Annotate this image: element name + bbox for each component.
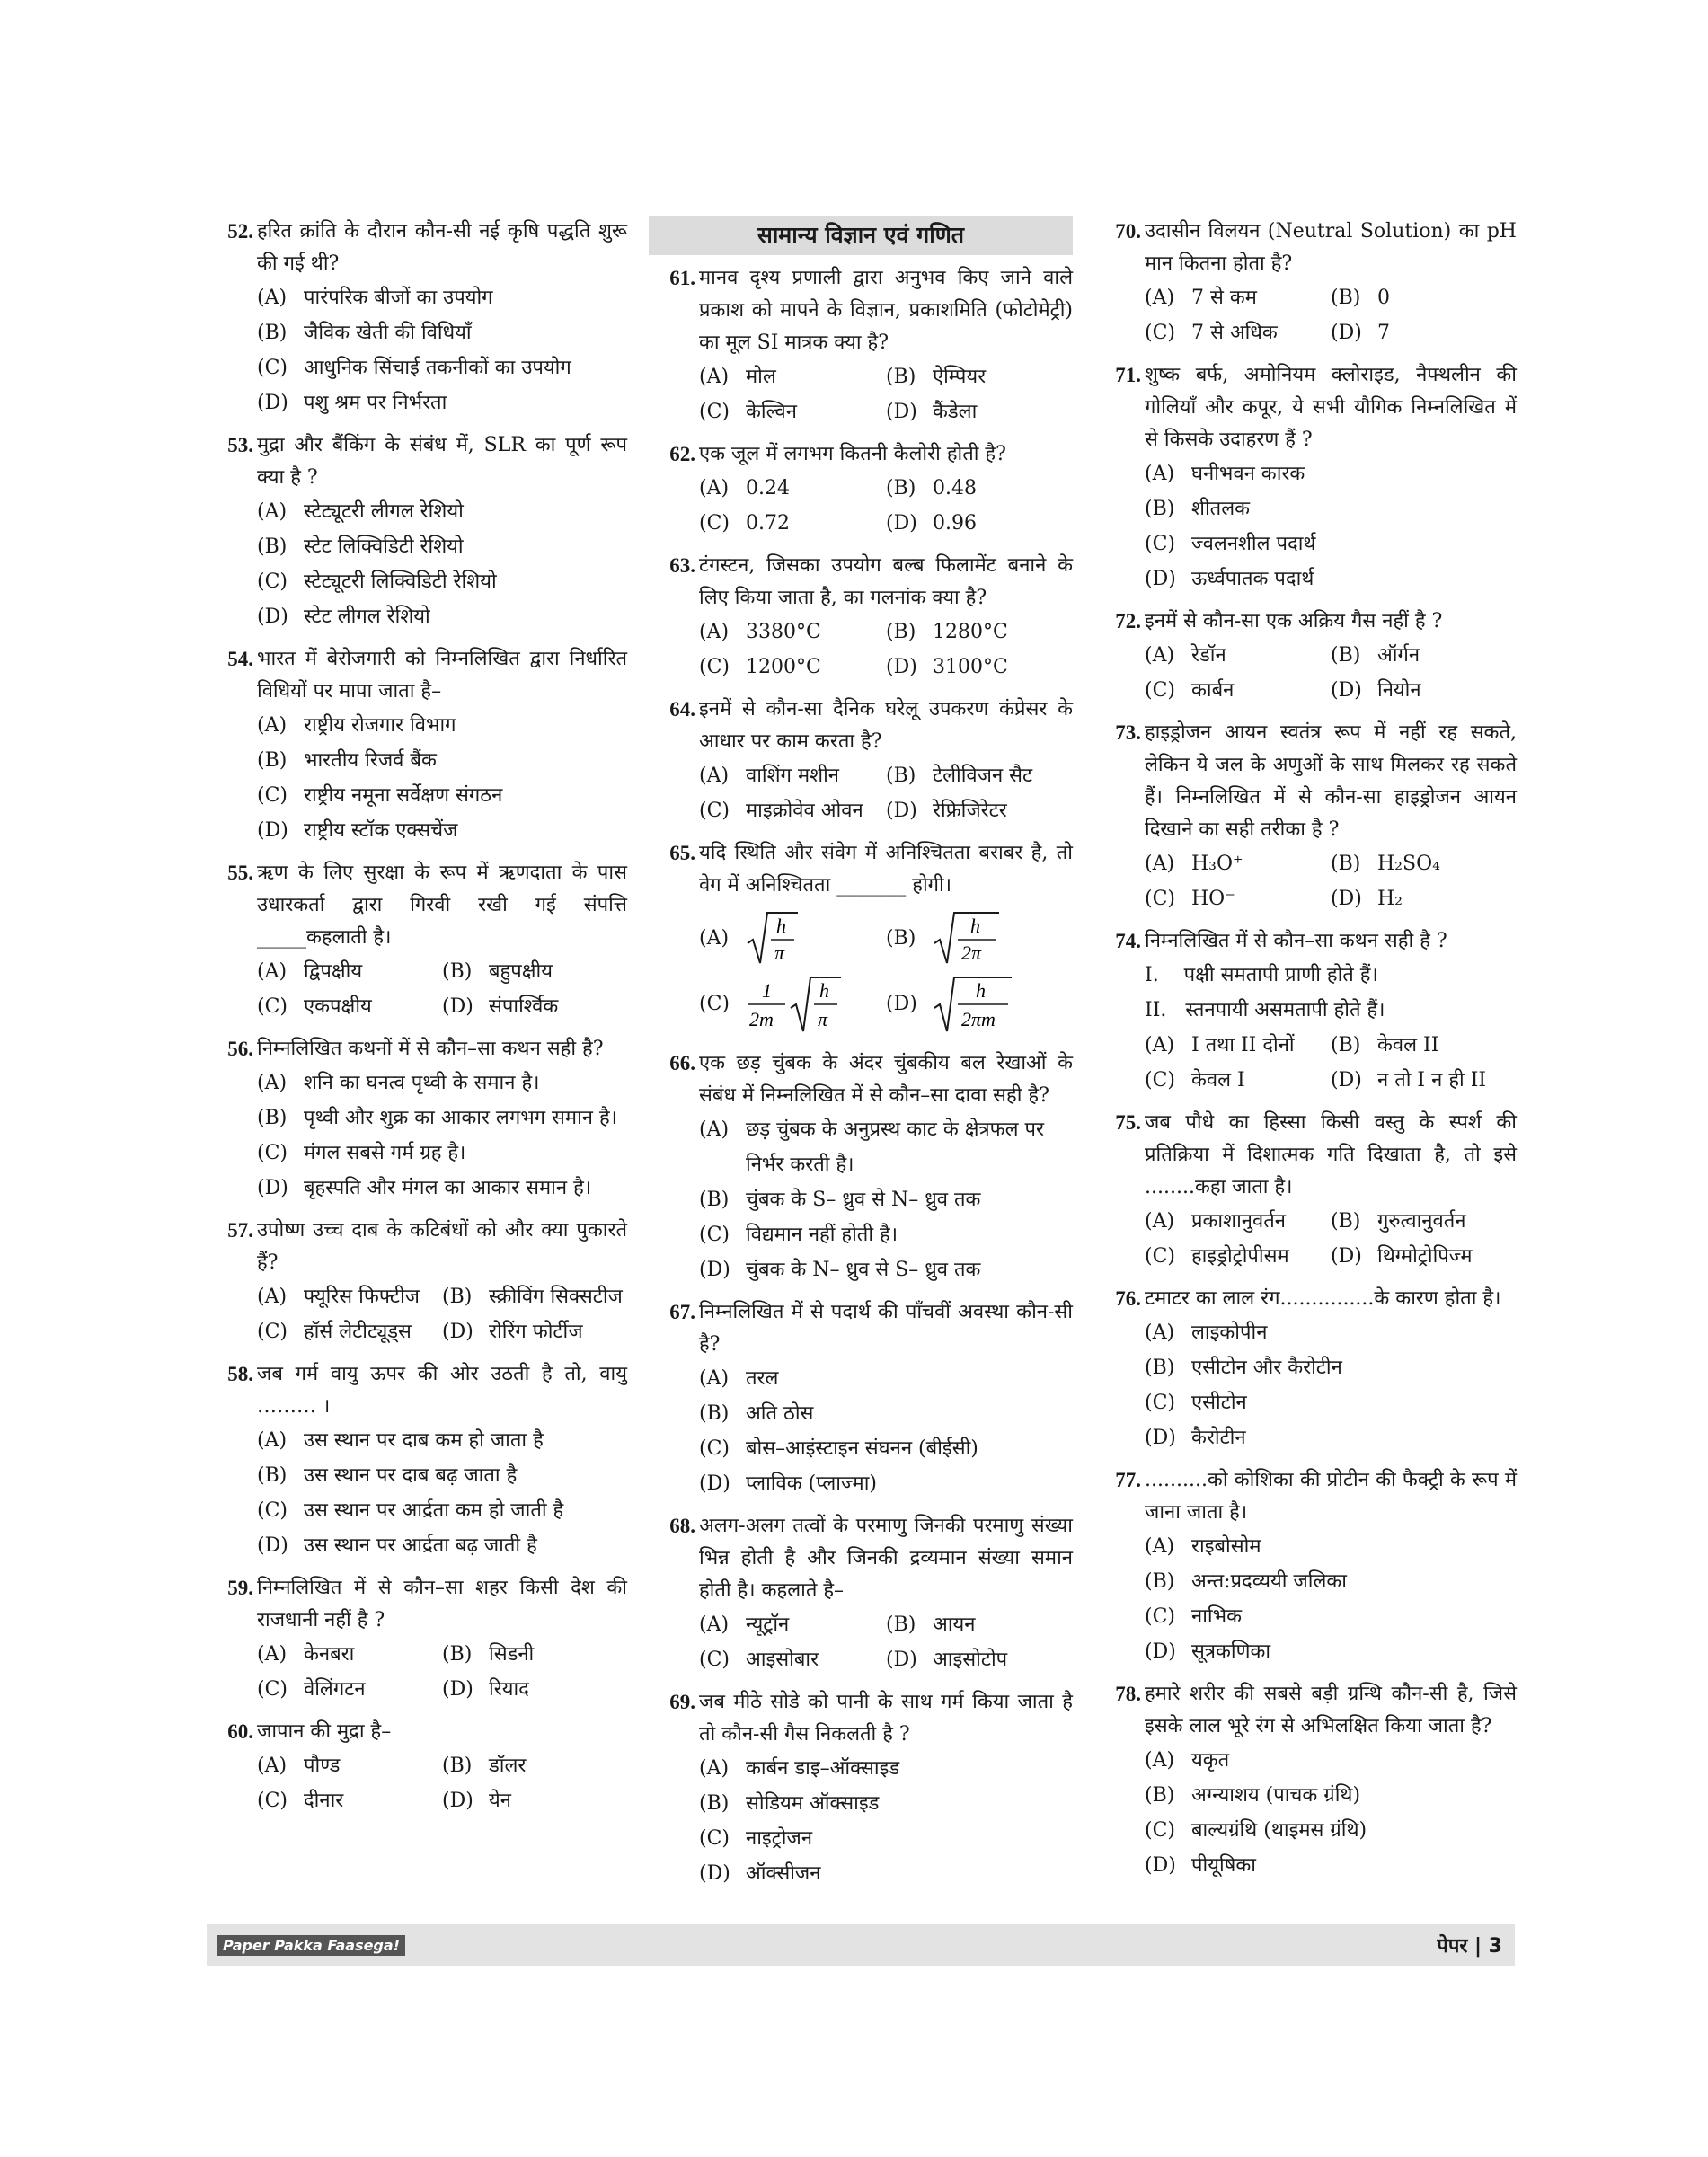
option-c: (C) माइक्रोवेव ओवन [699, 800, 863, 822]
question-number: 66. [669, 1052, 695, 1074]
option-a: (A) लाइकोपीन [1145, 1322, 1268, 1344]
option-a: (A) राष्ट्रीय रोजगार विभाग [257, 714, 456, 737]
question-number: 54. [227, 648, 253, 670]
option-d: (D) ऑक्सीजन [699, 1862, 821, 1885]
question-number: 52. [227, 220, 253, 243]
option-c: (C) राष्ट्रीय नमूना सर्वेक्षण संगठन [257, 784, 503, 807]
option-d: (D) 0.96 [886, 512, 977, 535]
option-b: (B) 0 [1331, 287, 1390, 309]
option-a: (A) I तथा II दोनों [1145, 1034, 1295, 1056]
formula-sqrt-h-over-pi [746, 907, 800, 970]
question-text: यदि स्थिति और संवेग में अनिश्चितता बराबर है, तो वेग में अनिश्चितता _______ होगी। [699, 842, 1073, 897]
svg-text:h: h [819, 979, 829, 1002]
option-d: (D) कैंडेला [886, 401, 978, 423]
question-74 [1094, 925, 1517, 1098]
option-a: (A) प्रकाशानुवर्तन [1145, 1210, 1286, 1233]
question-number: 75. [1115, 1111, 1141, 1134]
question-number: 60. [227, 1720, 253, 1743]
question-55 [207, 857, 627, 1024]
option-c: (C) आधुनिक सिंचाई तकनीकों का उपयोग [257, 357, 571, 379]
option-d: (D) नियोन [1331, 679, 1421, 702]
question-number: 68. [669, 1515, 695, 1537]
question-text: निम्नलिखित कथनों में से कौन–सा कथन सही है? [257, 1038, 604, 1060]
option-b: (B) टेलीविजन सैट [886, 765, 1033, 787]
option-c: (C) HO⁻ [1145, 888, 1235, 910]
option-c: (C) दीनार [257, 1790, 344, 1812]
formula-1-over-2m-sqrt-h-over-pi [746, 970, 845, 1039]
question-54 [207, 643, 627, 848]
svg-text:2m: 2m [749, 1008, 774, 1030]
question-number: 53. [227, 434, 253, 456]
question-text: टंगस्टन, जिसका उपयोग बल्ब फिलामेंट बनाने के लिए किया जाता है, का गलनांक क्या है? [699, 554, 1073, 609]
question-number: 56. [227, 1038, 253, 1060]
question-number: 57. [227, 1219, 253, 1242]
option-d: (D) 3100°C [886, 656, 1008, 678]
option-b: (B) स्क्रीविंग सिक्सटीज [442, 1286, 623, 1308]
option-c: (C) मंगल सबसे गर्म ग्रह है। [257, 1142, 466, 1164]
option-a: (A) H₃O⁺ [1145, 853, 1243, 875]
question-53 [207, 429, 627, 634]
question-number: 76. [1115, 1287, 1141, 1310]
option-d: (D) ऊर्ध्वपातक पदार्थ [1145, 568, 1314, 590]
option-b: (B) अन्त:प्रदव्ययी जलिका [1145, 1570, 1348, 1593]
option-c: (C) हाइड्रोट्रोपीसम [1145, 1245, 1289, 1268]
option-c: (C) नाभिक [1145, 1605, 1242, 1628]
svg-text:h: h [776, 915, 786, 937]
option-d: (D) सूत्रकणिका [1145, 1640, 1271, 1663]
brand-logo: Paper Pakka Faasega! [217, 1935, 405, 1956]
option-d: (D) चुंबक के N– ध्रुव से S– ध्रुव तक [699, 1259, 981, 1281]
question-text: एक जूल में लगभग कितनी कैलोरी होती है? [699, 443, 1006, 465]
option-a: (A) छड़ चुंबक के अनुप्रस्थ काट के क्षेत्रफल पर निर्भर करती है। [699, 1118, 1045, 1176]
option-b: (B) चुंबक के S– ध्रुव से N– ध्रुव तक [699, 1189, 981, 1211]
option-b: (B) स्टेट लिक्विडिटी रेशियो [257, 535, 464, 558]
option-a: (A) 7 से कम [1145, 287, 1257, 309]
option-c: (C) विद्यमान नहीं होती है। [699, 1224, 898, 1246]
question-number: 67. [669, 1301, 695, 1323]
svg-text:π: π [774, 941, 785, 964]
option-c: (C) नाइट्रोजन [699, 1827, 813, 1850]
option-d: (D) रोरिंग फोर्टीज [442, 1321, 583, 1343]
question-text: इनमें से कौन-सा दैनिक घरेलू उपकरण कंप्रेसर के आधार पर काम करता है? [699, 698, 1073, 753]
question-number: 69. [669, 1691, 695, 1713]
question-number: 78. [1115, 1683, 1141, 1705]
option-b: (B) भारतीय रिजर्व बैंक [257, 749, 437, 772]
question-73 [1094, 717, 1517, 916]
option-c: (C) ज्वलनशील पदार्थ [1145, 533, 1316, 555]
option-a: (A) स्टेट्यूटरी लीगल रेशियो [257, 500, 464, 523]
option-b: (B) गुरुत्वानुवर्तन [1331, 1210, 1466, 1233]
option-c: (C) केल्विन [699, 401, 797, 423]
option-a: (A) केनबरा [257, 1643, 355, 1666]
option-b: (B) सिडनी [442, 1643, 535, 1666]
option-b: (B) H₂SO₄ [1331, 853, 1440, 875]
option-d: (D) रियाद [442, 1678, 529, 1701]
svg-text:h: h [976, 979, 986, 1002]
statement-2: II. स्तनपायी असमतापी होते हैं। [1145, 999, 1385, 1021]
option-d: (D) पशु श्रम पर निर्भरता [257, 392, 447, 414]
svg-text:1: 1 [762, 979, 772, 1002]
question-text: इनमें से कौन-सा एक अक्रिय गैस नहीं है ? [1145, 610, 1443, 632]
question-text: जब गर्म वायु ऊपर की ओर उठती है तो, वायु ……… । [257, 1363, 627, 1418]
option-d: (D) पीयूषिका [1145, 1854, 1256, 1877]
question-number: 77. [1115, 1469, 1141, 1491]
option-a: (A) पारंपरिक बीजों का उपयोग [257, 287, 493, 309]
question-77 [1094, 1464, 1517, 1669]
option-a: (A) राइबोसोम [1145, 1535, 1261, 1558]
option-b: (B) 1280°C [886, 621, 1008, 643]
question-58 [207, 1358, 627, 1563]
option-d: (D) 7 [1331, 322, 1390, 344]
option-d: (D) रेफ्रिजिरेटर [886, 800, 1007, 822]
question-text: निम्नलिखित में से कौन–सा शहर किसी देश की राजधानी नहीं है ? [257, 1577, 627, 1631]
option-d: (D) बृहस्पति और मंगल का आकार समान है। [257, 1177, 592, 1199]
statement-1: I. पक्षी समतापी प्राणी होते हैं। [1145, 964, 1378, 986]
question-text: मानव दृश्य प्रणाली द्वारा अनुभव किए जाने वाले प्रकाश को मापने के विज्ञान, प्रकाशमिति (फोटोमेट्री) का मूल SI मात्रक क्या है? [699, 267, 1073, 354]
option-c: (C) बाल्यग्रंथि (थाइमस ग्रंथि) [1145, 1819, 1367, 1842]
option-c: (C) एसीटोन [1145, 1392, 1247, 1414]
option-c: (C) एकपक्षीय [257, 995, 372, 1018]
question-67 [649, 1296, 1073, 1501]
question-61 [649, 262, 1073, 429]
question-76 [1094, 1283, 1517, 1455]
svg-text:2π: 2π [961, 941, 982, 964]
option-c: (C) हॉर्स लेटीट्यूड्स [257, 1321, 412, 1343]
option-d: (D) उस स्थान पर आर्द्रता बढ़ जाती है [257, 1534, 537, 1557]
svg-text:2πm: 2πm [961, 1008, 996, 1030]
option-a: (A) शनि का घनत्व पृथ्वी के समान है। [257, 1072, 540, 1094]
question-text: उपोष्ण उच्च दाब के कटिबंधों को और क्या पुकारते हैं? [257, 1219, 627, 1274]
option-d: (D) H₂ [1331, 888, 1403, 910]
question-text: मुद्रा और बैंकिंग के संबंध में, SLR का पूर्ण रूप क्या है ? [257, 434, 627, 489]
question-64 [649, 694, 1073, 828]
option-c: (C) कार्बन [1145, 679, 1235, 702]
option-b: (B) ऐम्पियर [886, 366, 987, 388]
question-text: हरित क्रांति के दौरान कौन-सी नई कृषि पद्धति शुरू की गई थी? [257, 220, 627, 275]
option-c: (C) बोस–आइंस्टाइन संघनन (बीईसी) [699, 1437, 978, 1460]
option-b: (B) 0.48 [886, 477, 977, 499]
option-c: (C) उस स्थान पर आर्द्रता कम हो जाती है [257, 1499, 564, 1522]
option-a: (A) वाशिंग मशीन [699, 765, 839, 787]
option-d: (D) संपार्श्विक [442, 995, 559, 1018]
question-number: 72. [1115, 610, 1141, 632]
option-d: (D) कैरोटीन [1145, 1427, 1246, 1449]
option-b: (B) एसीटोन और कैरोटीन [1145, 1357, 1342, 1379]
question-71 [1094, 359, 1517, 597]
question-63 [649, 550, 1073, 685]
question-78 [1094, 1678, 1517, 1883]
option-a: (A) h π [699, 907, 886, 970]
column-2 [649, 216, 1073, 1900]
option-c: (C) स्टेट्यूटरी लिक्विडिटी रेशियो [257, 570, 497, 593]
option-a: (A) मोल [699, 366, 776, 388]
option-d: (D) न तो I न ही II [1331, 1069, 1487, 1092]
option-d: (D) h 2πm [886, 970, 1073, 1039]
option-a: (A) यकृत [1145, 1749, 1230, 1772]
question-72 [1094, 606, 1517, 708]
option-b: (B) ऑर्गन [1331, 644, 1420, 667]
option-d: (D) राष्ट्रीय स्टॉक एक्सचेंज [257, 819, 458, 842]
option-c: (C) वेलिंगटन [257, 1678, 366, 1701]
option-a: (A) पौण्ड [257, 1755, 341, 1777]
question-number: 61. [669, 267, 695, 289]
question-number: 64. [669, 698, 695, 720]
option-a: (A) द्विपक्षीय [257, 960, 363, 983]
question-text: हाइड्रोजन आयन स्वतंत्र रूप में नहीं रह सकते, लेकिन ये जल के अणुओं के साथ मिलकर रह सकते हैं। निम्नलिखित में से कौन-सा हाइड्रोजन आयन दिखाने का सही तरीका है ? [1145, 721, 1517, 841]
question-59 [207, 1572, 627, 1707]
question-text: निम्नलिखित में से कौन–सा कथन सही है ? [1145, 930, 1447, 952]
question-68 [649, 1510, 1073, 1677]
option-c: (C) 1200°C [699, 656, 821, 678]
column-1 [207, 216, 627, 1827]
option-a: (A) उस स्थान पर दाब कम हो जाता है [257, 1429, 544, 1452]
option-a: (A) 0.24 [699, 477, 790, 499]
question-number: 58. [227, 1363, 253, 1385]
option-c: (C) आइसोबार [699, 1649, 819, 1671]
question-62 [649, 438, 1073, 541]
section-title: सामान्य विज्ञान एवं गणित [649, 216, 1073, 255]
option-d: (D) येन [442, 1790, 511, 1812]
question-70 [1094, 216, 1517, 350]
question-57 [207, 1215, 627, 1349]
question-number: 63. [669, 554, 695, 577]
question-number: 55. [227, 862, 253, 884]
svg-text:h: h [970, 915, 980, 937]
option-a: (A) न्यूट्रॉन [699, 1613, 790, 1636]
question-text: टमाटर का लाल रंग...............के कारण होता है। [1145, 1287, 1501, 1310]
option-b: (B) आयन [886, 1613, 976, 1636]
question-number: 74. [1115, 930, 1141, 952]
option-b: (B) पृथ्वी और शुक्र का आकार लगभग समान है। [257, 1107, 618, 1129]
question-text: उदासीन विलयन (Neutral Solution) का pH मान कितना होता है? [1145, 220, 1517, 275]
question-number: 73. [1115, 721, 1141, 744]
formula-sqrt-h-over-2pim [933, 970, 1013, 1039]
option-c: (C) 7 से अधिक [1145, 322, 1278, 344]
question-number: 62. [669, 443, 695, 465]
question-text: ..........को कोशिका की प्रोटीन की फैक्ट्री के रूप में जाना जाता है। [1145, 1469, 1517, 1524]
option-c: (C) 1 2m h π [699, 970, 886, 1039]
question-text: अलग-अलग तत्वों के परमाणु जिनकी परमाणु संख्या भिन्न होती है और जिनकी द्रव्यमान संख्या समान होती है। कहलाते है– [699, 1515, 1073, 1602]
option-a: (A) रेडॉन [1145, 644, 1226, 667]
question-text: भारत में बेरोजगारी को निम्नलिखित द्वारा निर्धारित विधियों पर मापा जाता है– [257, 648, 627, 703]
question-65 [649, 837, 1073, 1039]
question-number: 65. [669, 842, 695, 864]
option-b: (B) उस स्थान पर दाब बढ़ जाता है [257, 1464, 518, 1487]
option-d: (D) स्टेट लीगल रेशियो [257, 606, 430, 628]
option-b: (B) शीतलक [1145, 498, 1251, 520]
question-number: 70. [1115, 220, 1141, 243]
question-60 [207, 1716, 627, 1818]
page-footer [207, 1924, 1515, 1966]
question-text: जापान की मुद्रा है– [257, 1720, 392, 1743]
question-text: जब मीठे सोडे को पानी के साथ गर्म किया जाता है तो कौन-सी गैस निकलती है ? [699, 1691, 1073, 1746]
question-text: ऋण के लिए सुरक्षा के रूप में ऋणदाता के पास उधारकर्ता द्वारा गिरवी रखी गई संपत्ति _____कहलाती है। [257, 862, 627, 949]
question-text: निम्नलिखित में से पदार्थ की पाँचवीं अवस्था कौन-सी है? [699, 1301, 1073, 1356]
question-text: एक छड़ चुंबक के अंदर चुंबकीय बल रेखाओं के संबंध में निम्नलिखित में से कौन–सा दावा सही है? [699, 1052, 1073, 1107]
option-d: (D) थिग्मोट्रोपिज्म [1331, 1245, 1473, 1268]
option-b: (B) अति ठोस [699, 1402, 814, 1425]
formula-sqrt-h-over-2pi [933, 907, 1001, 970]
question-52 [207, 216, 627, 420]
option-b: (B) बहुपक्षीय [442, 960, 553, 983]
column-3 [1094, 216, 1517, 1892]
page-number: पेपर | 3 [1437, 1935, 1502, 1958]
option-b: (B) h 2π [886, 907, 1073, 970]
option-c: (C) 0.72 [699, 512, 790, 535]
option-b: (B) सोडियम ऑक्साइड [699, 1792, 880, 1815]
option-a: (A) तरल [699, 1367, 779, 1390]
question-56 [207, 1033, 627, 1206]
option-a: (A) 3380°C [699, 621, 821, 643]
question-75 [1094, 1107, 1517, 1274]
svg-text:π: π [818, 1008, 828, 1030]
option-a: (A) घनीभवन कारक [1145, 463, 1305, 485]
question-text: शुष्क बर्फ, अमोनियम क्लोराइड, नैफ्थलीन की गोलियाँ और कपूर, ये सभी यौगिक निम्नलिखित में से किसके उदाहरण हैं ? [1145, 364, 1517, 451]
option-b: (B) जैविक खेती की विधियाँ [257, 322, 472, 344]
question-text: जब पौधे का हिस्सा किसी वस्तु के स्पर्श की प्रतिक्रिया में दिशात्मक गति दिखाता है, तो इसे ........कहा जाता है। [1145, 1111, 1517, 1198]
question-number: 59. [227, 1577, 253, 1599]
option-a: (A) फ्यूरिस फिफ्टीज [257, 1286, 420, 1308]
option-b: (B) अग्न्याशय (पाचक ग्रंथि) [1145, 1784, 1361, 1807]
option-d: (D) प्लाविक (प्लाज्मा) [699, 1472, 877, 1495]
option-b: (B) डॉलर [442, 1755, 527, 1777]
question-66 [649, 1048, 1073, 1287]
question-text: हमारे शरीर की सबसे बड़ी ग्रन्थि कौन-सी है, जिसे इसके लाल भूरे रंग से अभिलक्षित किया जाता है? [1145, 1683, 1517, 1737]
question-number: 71. [1115, 364, 1141, 386]
option-c: (C) केवल I [1145, 1069, 1245, 1092]
option-d: (D) आइसोटोप [886, 1649, 1008, 1671]
question-69 [649, 1686, 1073, 1891]
option-b: (B) केवल II [1331, 1034, 1439, 1056]
option-a: (A) कार्बन डाइ–ऑक्साइड [699, 1757, 900, 1780]
